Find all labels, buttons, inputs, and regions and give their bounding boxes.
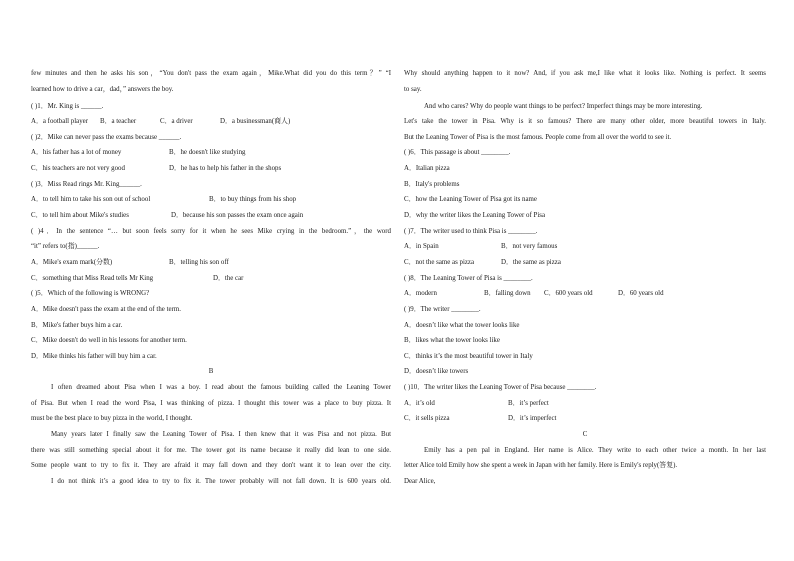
question-2-options-row1 — [31, 148, 391, 157]
option-d[interactable]: D．a businessman(商人) — [220, 118, 291, 125]
option-d[interactable]: D．the same as pizza — [501, 259, 561, 266]
option-d[interactable]: D．doesn’t like towers — [404, 368, 469, 375]
question-5: ( )5．Which of the following is WRONG? — [31, 290, 150, 297]
option-b[interactable]: B．falling down — [484, 290, 531, 297]
passage-b-line: Some people want to try to fix it. They are afraid it may fall down and they don't want it to lean over the city. — [31, 462, 391, 469]
option-b[interactable]: B．telling his son off — [169, 259, 229, 266]
option-c[interactable]: C．how the Leaning Tower of Pisa got its name — [404, 196, 537, 203]
option-d[interactable]: D．because his son passes the exam once again — [171, 212, 304, 219]
option-b[interactable]: B．a teacher — [100, 118, 137, 125]
passage-c-line: Emily has a pen pal in England. Her name is Alice. They write to each other twice a month. In her last — [424, 447, 766, 454]
option-a[interactable]: A．his father has a lot of money — [31, 149, 122, 156]
question-8-options — [404, 289, 766, 298]
passage-b-line: I do not think it’s a good idea to try to fix it. The tower probably will not fall down. It is 600 years old. — [51, 478, 391, 485]
section-heading-b: B — [208, 368, 214, 375]
question-4: ( )4．In the sentence “… but soon feels sorry for it when he sees Mike crying in the bedroom.”，the word — [31, 228, 391, 235]
question-6: ( )6．This passage is about ________. — [404, 149, 511, 156]
question-10-options-row2 — [404, 414, 766, 423]
passage-b-line: Let's take the tower in Pisa. Why is it so famous? There are many other older, more beautiful towers in Italy. — [404, 118, 766, 125]
option-b[interactable]: B．to buy things from his shop — [209, 196, 297, 203]
question-3-options-row1 — [31, 195, 391, 204]
passage-b-line: I often dreamed about Pisa when I was a boy. I read about the famous building called the Leaning Tower — [51, 384, 391, 391]
passage-c-line: letter Alice told Emily how she spent a week in Japan with her family. Here is Emily's reply(答复). — [404, 462, 678, 469]
option-c[interactable]: C．something that Miss Read tells Mr King — [31, 275, 154, 282]
passage-b-line: And who cares? Why do people want things to be perfect? Imperfect things may be more interesting. — [424, 103, 703, 110]
question-4-options-row1 — [31, 258, 391, 267]
question-7-options-row2 — [404, 258, 766, 267]
option-b[interactable]: B．Italy's problems — [404, 181, 460, 188]
option-d[interactable]: D．Mike thinks his father will buy him a car. — [31, 353, 157, 360]
option-c[interactable]: C．thinks it’s the most beautiful tower in Italy — [404, 353, 533, 360]
question-1-options — [31, 117, 391, 126]
question-10: ( )10．The writer likes the Leaning Tower of Pisa because ________. — [404, 384, 597, 391]
question-3-options-row2 — [31, 211, 391, 220]
option-a[interactable]: A．to tell him to take his son out of school — [31, 196, 151, 203]
option-d[interactable]: D．he has to help his father in the shops — [169, 165, 282, 172]
question-1: ( )1．Mr. King is ______. — [31, 103, 104, 110]
option-a[interactable]: A．modern — [404, 290, 437, 297]
option-a[interactable]: A．it’s old — [404, 400, 435, 407]
option-a[interactable]: A．doesn’t like what the tower looks like — [404, 322, 520, 329]
question-7: ( )7．The writer used to think Pisa is ________. — [404, 228, 538, 235]
option-c[interactable]: C．it sells pizza — [404, 415, 450, 422]
question-9: ( )9．The writer ________. — [404, 306, 481, 313]
passage-b-line: to say. — [404, 86, 422, 93]
passage-b-line: But the Leaning Tower of Pisa is the most famous. People come from all over the world to see it. — [404, 134, 672, 141]
passage-b-line: there was still something special about it for me. The tower got its name because it really did lean to one side. — [31, 447, 391, 454]
letter-salutation: Dear Alice, — [404, 478, 436, 485]
passage-b-line: Why should anything happen to it now? And, if you ask me,I like what it looks like. Nothing is perfect. It seems — [404, 70, 766, 77]
question-10-options-row1 — [404, 399, 766, 408]
option-d[interactable]: D．the car — [213, 275, 244, 282]
option-b[interactable]: B．likes what the tower looks like — [404, 337, 500, 344]
option-c[interactable]: C．not the same as pizza — [404, 259, 475, 266]
option-d[interactable]: D．it’s imperfect — [508, 415, 557, 422]
option-a[interactable]: A．in Spain — [404, 243, 439, 250]
passage-b-line: of Pisa. But when I read the word Pisa, I was thinking of pizza. I thought this tower was a place to buy pizza. It — [31, 400, 391, 407]
question-8: ( )8．The Leaning Tower of Pisa is ________. — [404, 275, 533, 282]
option-b[interactable]: B．it’s perfect — [508, 400, 549, 407]
option-b[interactable]: B．not very famous — [501, 243, 558, 250]
section-heading-c: C — [582, 431, 588, 438]
option-c[interactable]: C．a driver — [160, 118, 193, 125]
option-a[interactable]: A．Italian pizza — [404, 165, 450, 172]
question-2: ( )2．Mike can never pass the exams because ______. — [31, 134, 182, 141]
question-4-continued: “it” refers to(指)______. — [31, 243, 100, 250]
question-3: ( )3．Miss Read rings Mr. King______. — [31, 181, 142, 188]
question-2-options-row2 — [31, 164, 391, 173]
option-a[interactable]: A．a football player — [31, 118, 89, 125]
passage-b-line: Many years later I finally saw the Leaning Tower of Pisa. I then knew that it was Pisa and not pizza. But — [51, 431, 391, 438]
passage-b-line: must be the best place to buy pizza in the world, I thought. — [31, 415, 193, 422]
option-c[interactable]: C．Mike doesn't do well in his lessons for another term. — [31, 337, 187, 344]
option-c[interactable]: C．to tell him about Mike's studies — [31, 212, 129, 219]
question-4-options-row2 — [31, 274, 391, 283]
option-b[interactable]: B．he doesn't like studying — [169, 149, 246, 156]
passage-a-continued-line: learned how to drive a car，dad，” answers the boy. — [31, 86, 174, 93]
passage-a-continued-line: few minutes and then he asks his son，“You don't pass the exam again，Mike.What did you do this term？” “I — [31, 70, 391, 77]
question-7-options-row1 — [404, 242, 766, 251]
option-b[interactable]: B．Mike's father buys him a car. — [31, 322, 123, 329]
option-a[interactable]: A．Mike's exam mark(分数) — [31, 259, 113, 266]
option-d[interactable]: D．why the writer likes the Leaning Tower of Pisa — [404, 212, 545, 219]
option-d[interactable]: D．60 years old — [618, 290, 664, 297]
option-c[interactable]: C．his teachers are not very good — [31, 165, 125, 172]
option-c[interactable]: C．600 years old — [544, 290, 593, 297]
option-a[interactable]: A．Mike doesn't pass the exam at the end of the term. — [31, 306, 181, 313]
